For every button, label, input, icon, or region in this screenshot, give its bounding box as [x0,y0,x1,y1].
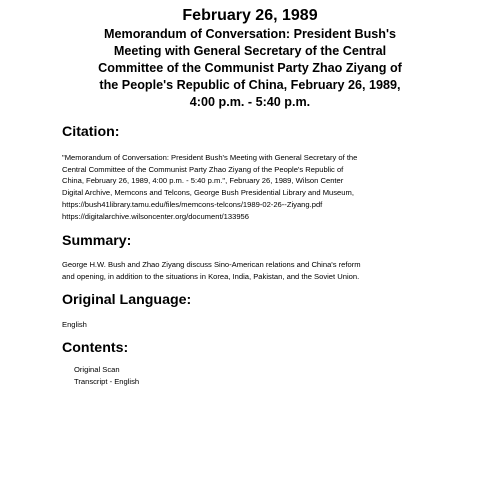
language-value: English [62,320,87,329]
contents-link[interactable]: Transcript - English [74,376,140,386]
summary-text [62,259,442,282]
citation-line: China, February 26, 1989, 4:00 p.m. - 5:40 p.m.", February 26, 1989, Wilson Center [62,176,344,186]
summary-heading: Summary: [62,233,132,249]
title-line: Meeting with General Secretary of the Central [113,44,387,58]
original-language-heading: Original Language: [62,292,192,308]
citation-link[interactable]: https://bush41library.tamu.edu/files/memcons-telcons/1989-02-26--Ziyang.pdf [62,199,323,209]
summary-line: George H.W. Bush and Zhao Ziyang discuss Sino-American relations and China's reform [62,260,361,269]
title-line: 4:00 p.m. - 5:40 p.m. [189,95,311,109]
document-title [55,26,445,111]
citation-heading: Citation: [62,124,120,140]
document-date: February 26, 1989 [182,7,318,24]
contents-item-transcript-english [74,376,139,388]
citation-line: "Memorandum of Conversation: President Bush's Meeting with General Secretary of the [62,153,358,162]
contents-item-original-scan [74,364,139,376]
contents-heading: Contents: [62,340,129,356]
citation-text [62,152,442,222]
title-line: Memorandum of Conversation: President Bush's [104,27,396,41]
original-language-value [62,319,442,331]
citation-link[interactable]: https://digitalarchive.wilsoncenter.org/document/133956 [62,211,250,221]
title-line: Committee of the Communist Party Zhao Ziyang of [98,61,402,75]
citation-line: Digital Archive, Memcons and Telcons, George Bush Presidential Library and Museum, [62,188,354,198]
title-line: the People's Republic of China, February 26, 1989, [99,78,401,92]
summary-line: and opening, in addition to the situations in Korea, India, Pakistan, and the Soviet Union. [62,271,360,281]
citation-line: Central Committee of the Communist Party Zhao Ziyang of the People's Republic of [62,164,344,174]
contents-list [74,364,139,387]
contents-link[interactable]: Original Scan [74,365,120,374]
